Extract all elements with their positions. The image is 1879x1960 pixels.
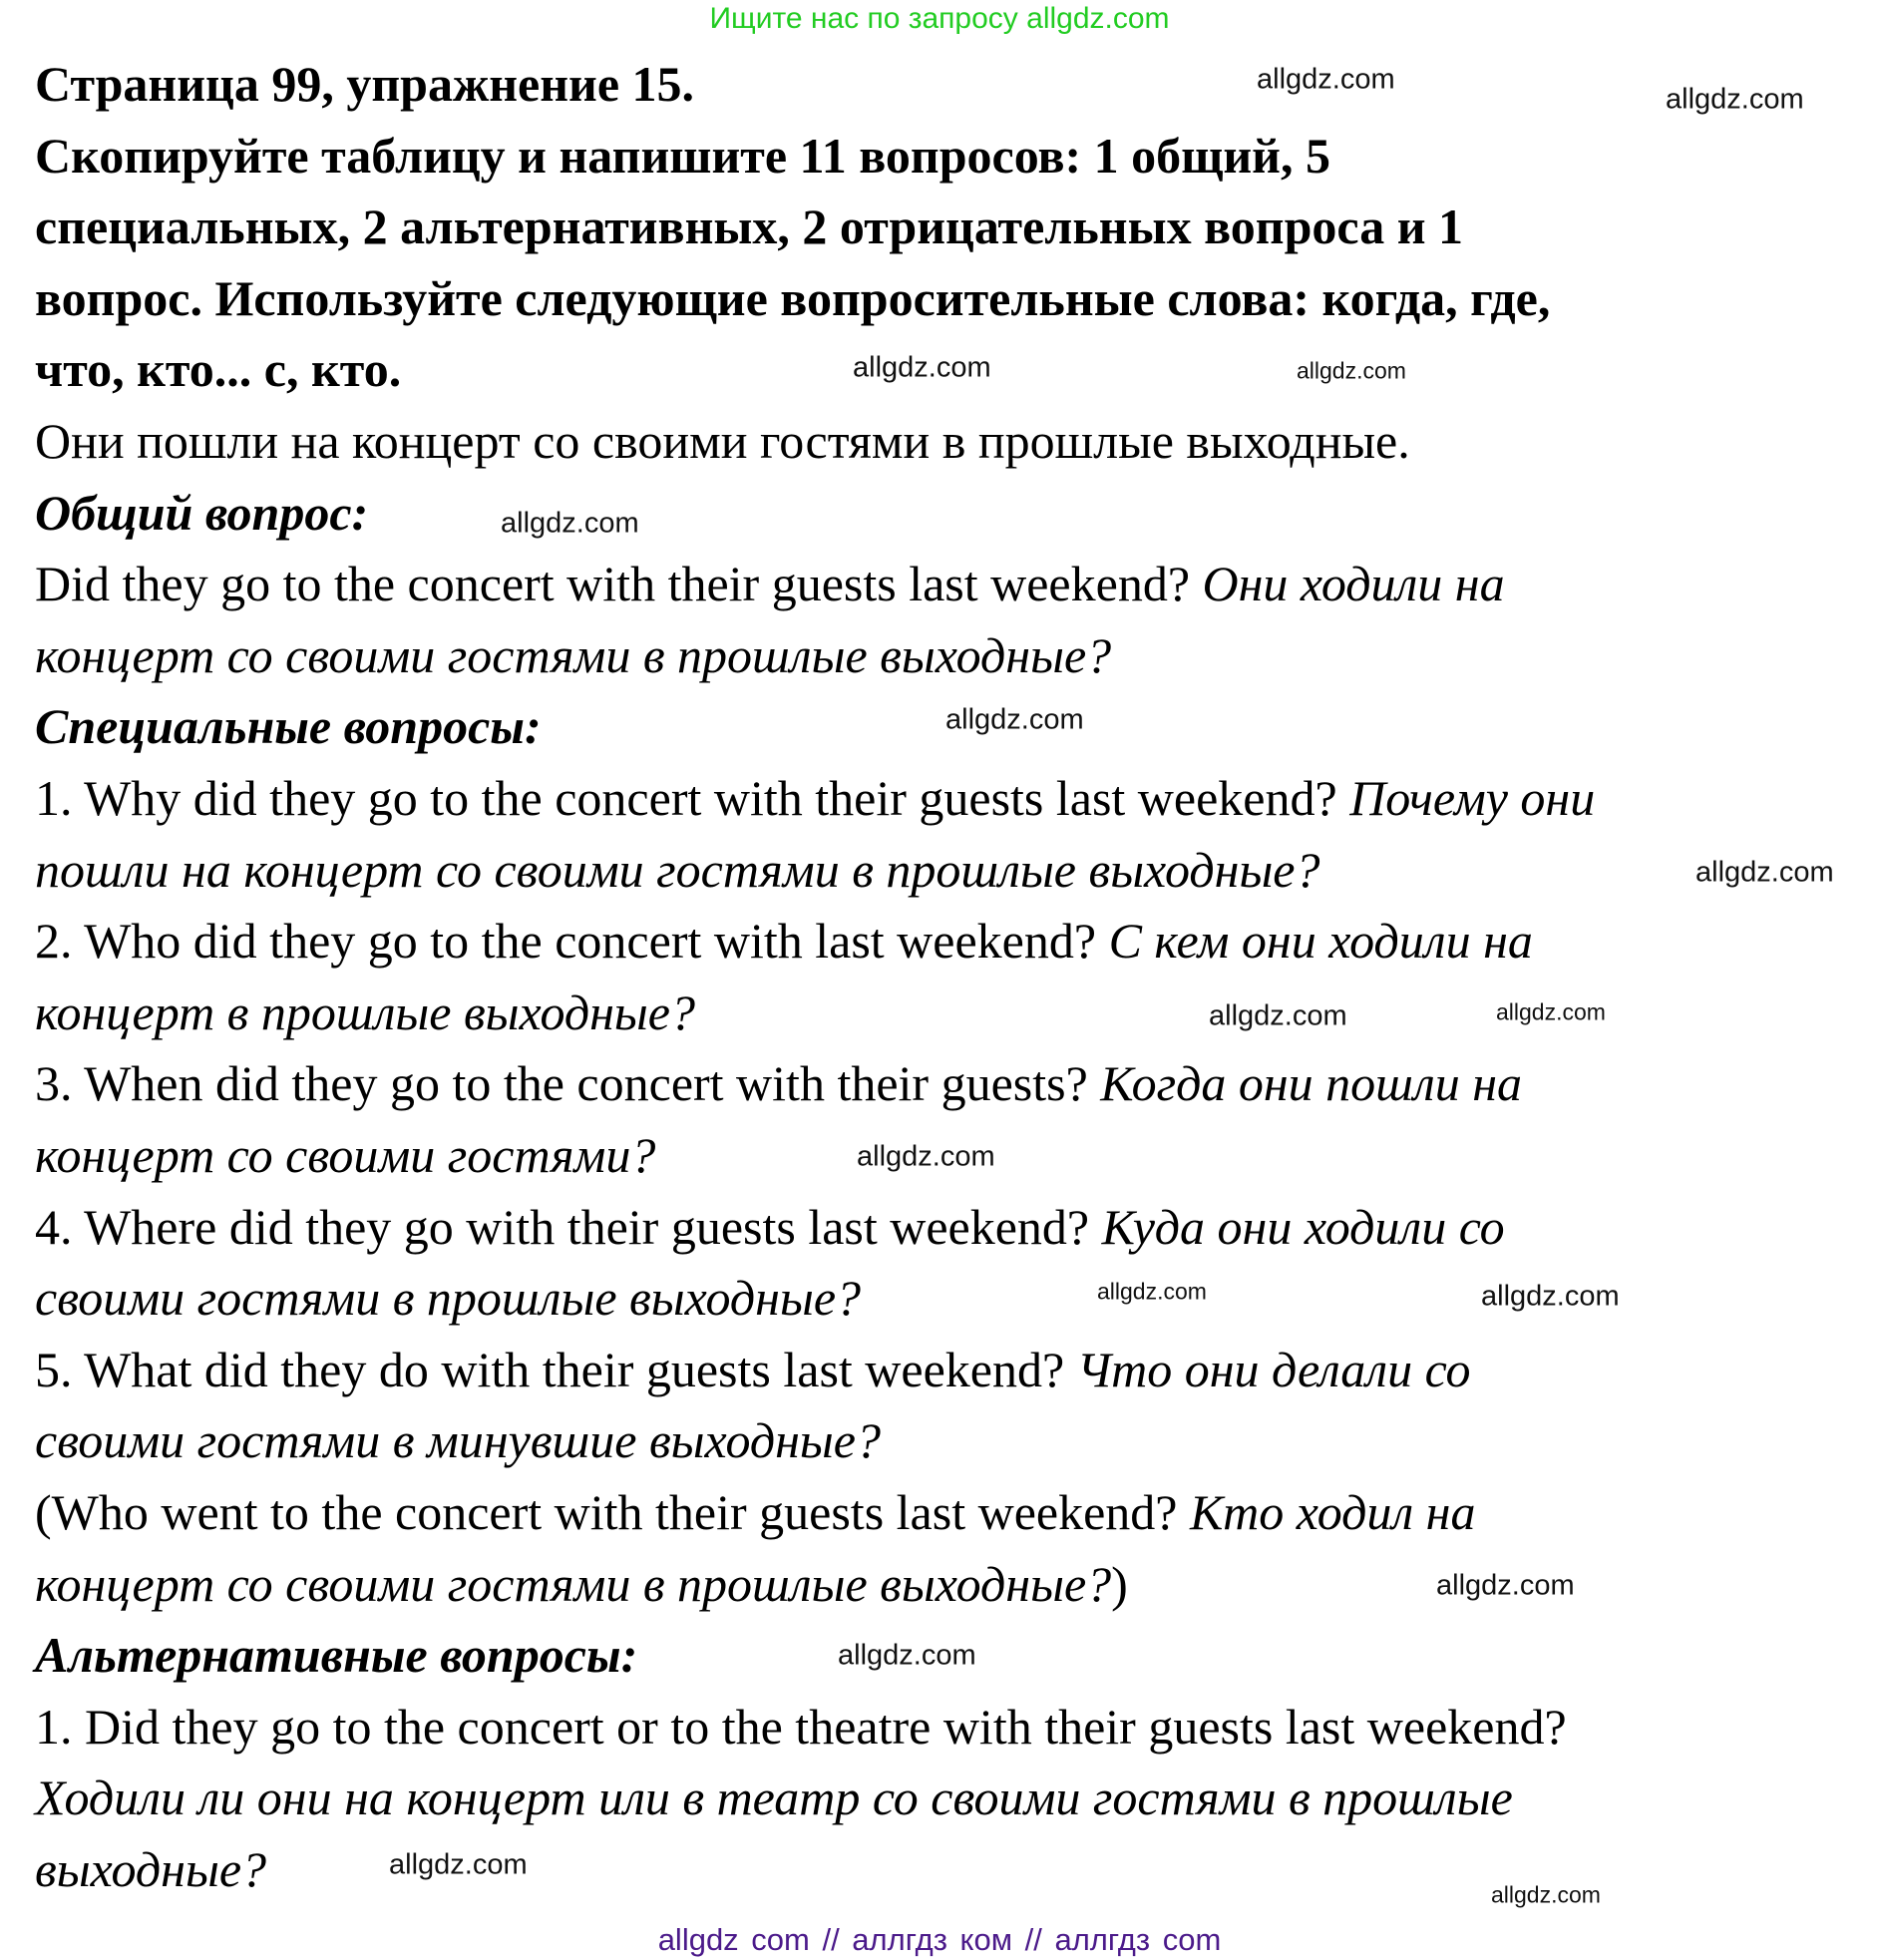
watermark: allgdz.com — [1436, 1569, 1575, 1602]
translation-text: Ходили ли они на концерт или в театр со своими гостями в прошлые — [35, 1769, 1513, 1826]
text-line — [35, 262, 1550, 334]
watermark: allgdz.com — [1209, 999, 1347, 1032]
watermark: allgdz.com — [1097, 1278, 1207, 1305]
translation-text: С кем они ходили на — [1108, 913, 1533, 970]
translation-text: Когда они пошли на — [1100, 1055, 1523, 1112]
translation-text: концерт со своими гостями в прошлые выходные? — [35, 626, 1112, 683]
text-line — [35, 1691, 1567, 1763]
body-text: 4. Where did they go with their guests last weekend? — [35, 1198, 1102, 1255]
heading-text: Страница 99, упражнение 15. — [35, 56, 695, 112]
top-banner: Ищите нас по запросу allgdz.com — [709, 2, 1170, 35]
translation-text: Что они делали со — [1076, 1341, 1471, 1397]
text-line — [35, 477, 368, 549]
heading-text: вопрос. Используйте следующие вопросительные слова: когда, где, — [35, 269, 1551, 326]
watermark: allgdz.com — [853, 351, 991, 384]
heading-text: Специальные вопросы: — [35, 698, 542, 755]
heading-text: что, кто... с, кто. — [35, 341, 402, 398]
translation-text: Куда они ходили со — [1101, 1198, 1505, 1255]
text-line — [35, 1762, 1513, 1833]
body-text: (Who went to the concert with their guests last weekend? — [35, 1484, 1190, 1540]
heading-text: Скопируйте таблицу и напишите 11 вопросов: 1 общий, 5 — [35, 127, 1330, 184]
body-text: Did they go to the concert with their guests last weekend? — [35, 556, 1203, 612]
watermark: allgdz.com — [1257, 63, 1395, 96]
text-line — [35, 191, 1463, 262]
watermark: allgdz.com — [1481, 1280, 1620, 1313]
body-text: Они пошли на концерт со своими гостями в прошлые выходные. — [35, 413, 1410, 469]
translation-text: Почему они — [1349, 770, 1596, 826]
text-line — [35, 619, 1111, 691]
text-line — [35, 405, 1410, 477]
heading-text: Общий вопрос: — [35, 484, 369, 541]
watermark: allgdz.com — [1496, 998, 1606, 1025]
watermark: allgdz.com — [389, 1848, 528, 1881]
text-line — [35, 690, 542, 762]
text-line — [35, 1119, 655, 1191]
text-line — [35, 1548, 1128, 1620]
watermark: allgdz.com — [1666, 83, 1804, 116]
text-line — [35, 1047, 1522, 1119]
body-text: 5. What did they do with their guests last weekend? — [35, 1341, 1077, 1397]
text-line — [35, 1833, 266, 1905]
text-line — [35, 120, 1330, 192]
text-line — [35, 1404, 881, 1476]
watermark: allgdz.com — [1695, 856, 1834, 889]
watermark: allgdz.com — [857, 1140, 995, 1173]
text-line — [35, 333, 401, 405]
body-text: ) — [1111, 1555, 1128, 1612]
translation-text: концерт в прошлые выходные? — [35, 983, 695, 1040]
text-line — [35, 905, 1533, 977]
text-line — [35, 1334, 1471, 1405]
watermark: allgdz.com — [1491, 1881, 1601, 1908]
text-line — [35, 1476, 1475, 1548]
heading-text: специальных, 2 альтернативных, 2 отрицательных вопроса и 1 — [35, 198, 1464, 255]
watermark: allgdz.com — [945, 703, 1084, 736]
text-line — [35, 1262, 861, 1334]
translation-text: концерт со своими гостями в прошлые выходные? — [35, 1555, 1112, 1612]
text-line — [35, 1191, 1505, 1263]
text-line — [35, 834, 1320, 906]
text-line — [35, 762, 1595, 834]
translation-text: Кто ходил на — [1189, 1484, 1476, 1540]
text-line — [35, 48, 694, 120]
body-text: 2. Who did they go to the concert with last weekend? — [35, 913, 1109, 970]
translation-text: пошли на концерт со своими гостями в прошлые выходные? — [35, 841, 1320, 898]
translation-text: своими гостями в минувшие выходные? — [35, 1412, 881, 1469]
watermark: allgdz.com — [501, 507, 639, 540]
watermark: allgdz.com — [1297, 357, 1406, 384]
translation-text: своими гостями в прошлые выходные? — [35, 1270, 862, 1327]
text-line — [35, 977, 695, 1048]
text-line — [35, 548, 1505, 619]
body-text: 1. Why did they go to the concert with their guests last weekend? — [35, 770, 1350, 826]
translation-text: Они ходили на — [1202, 556, 1505, 612]
translation-text: выходные? — [35, 1841, 267, 1897]
bottom-banner: allgdz com // аллгдз ком // аллгдз com — [657, 1922, 1222, 1957]
body-text: 1. Did they go to the concert or to the theatre with their guests last weekend? — [35, 1698, 1567, 1755]
translation-text: концерт со своими гостями? — [35, 1127, 656, 1183]
watermark: allgdz.com — [838, 1639, 976, 1672]
text-line — [35, 1619, 637, 1691]
heading-text: Альтернативные вопросы: — [35, 1627, 638, 1684]
body-text: 3. When did they go to the concert with their guests? — [35, 1055, 1101, 1112]
